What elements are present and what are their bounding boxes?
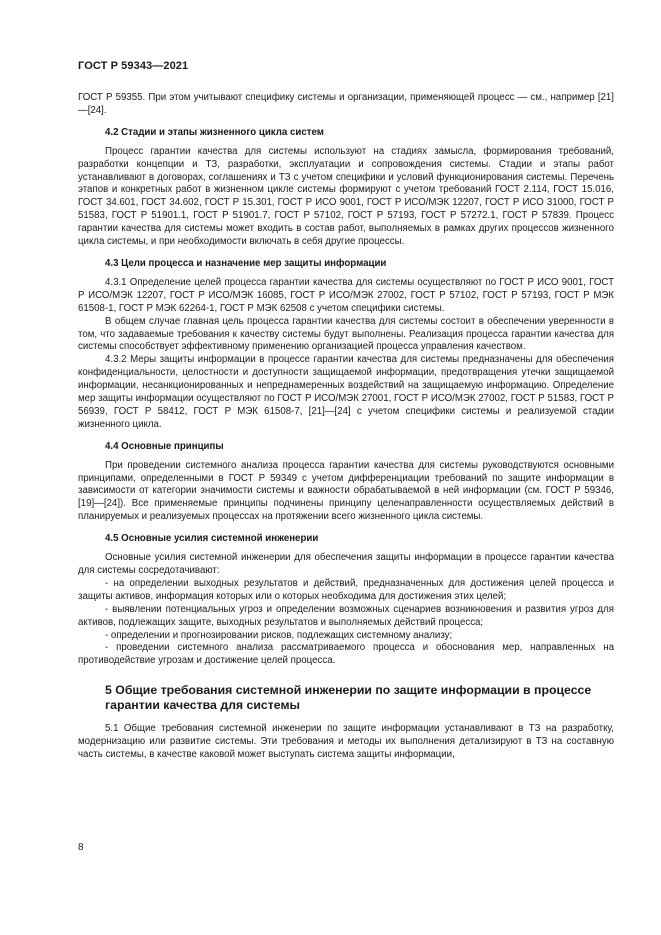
paragraph: 4.3.1 Определение целей процесса гарантии качества для системы осуществляют по ГОСТ Р ИСО 9001, ГОСТ Р ИСО/МЭК 12207, ГОСТ Р ИСО/МЭК 16085, ГОСТ Р ИСО/МЭК 27002, ГОСТ Р 57102, ГОСТ Р 57193, ГОСТ Р МЭК 61508-1, ГОСТ Р МЭК 62264-1, ГОСТ Р МЭК 62508 с учетом специфики системы. bbox=[78, 276, 614, 314]
paragraph: - на определении выходных результатов и действий, предназначенных для достижения целей процесса и защиты активов, информация которых или о которых необходима для достижения этих целей; bbox=[78, 577, 614, 602]
page-number: 8 bbox=[78, 842, 84, 853]
section-heading: 4.5 Основные усилия системной инженерии bbox=[105, 533, 319, 545]
paragraph: 5.1 Общие требования системной инженерии по защите информации устанавливают в ТЗ на разработку, модернизацию или развитие системы. Эти требования и методы их выполнения детализируют в ТЗ на составную часть системы, в качестве каковой может выступать система защиты информации, bbox=[78, 723, 614, 761]
running-header: ГОСТ Р 59343—2021 bbox=[78, 60, 189, 72]
section-heading: 4.2 Стадии и этапы жизненного цикла систем bbox=[105, 126, 324, 138]
paragraph: При проведении системного анализа процесса гарантии качества для системы руководствуются основными принципами, определенными в ГОСТ Р 59349 с учетом дифференциации требований по защите информации в зависимости от категории значимости системы и важности обрабатываемой в ней информации (см. ГОСТ Р 59346, [19]—[24]). Все применяемые принципы подчинены принципу целенаправленности осуществляемых действий в планируемых и реализуемых процессах на протяжении всего жизненного цикла системы. bbox=[78, 459, 614, 523]
paragraph: 4.3.2 Меры защиты информации в процессе гарантии качества для системы предназначены для обеспечения конфиденциальности, целостности и доступности защищаемой информации, предотвращения утечки защищаемой информации, несанкционированных и непреднамеренных воздействий на защищаемую информацию. Определение мер защиты информации осуществляют по ГОСТ Р ИСО/МЭК 27001, ГОСТ Р ИСО/МЭК 27002, ГОСТ Р 51583, ГОСТ Р 56939, ГОСТ Р 58412, ГОСТ Р МЭК 61508-7, [21]—[24] с учетом специфики системы и реализуемой стадии жизненного цикла. bbox=[78, 354, 614, 430]
paragraph: - проведении системного анализа рассматриваемого процесса и обоснования мер, направленных на противодействие угрозам и достижение целей процесса. bbox=[78, 642, 614, 667]
section-heading: 4.4 Основные принципы bbox=[105, 440, 224, 452]
paragraph: - выявлении потенциальных угроз и определении возможных сценариев возникновения и развития угроз для активов, подлежащих защите, выходных результатов и выполняемых действий процесса; bbox=[78, 603, 614, 628]
paragraph: ГОСТ Р 59355. При этом учитывают специфику системы и организации, применяющей процесс — см., например [21]—[24]. bbox=[78, 92, 614, 116]
paragraph: - определении и прогнозировании рисков, подлежащих системному анализу; bbox=[105, 629, 453, 641]
paragraph: Основные усилия системной инженерии для обеспечения защиты информации в процессе гарантии качества для системы сосредотачивают: bbox=[78, 552, 614, 576]
chapter-heading: 5 Общие требования системной инженерии по защите информации в процессе гарантии качества для системы bbox=[105, 683, 592, 713]
paragraph: В общем случае главная цель процесса гарантии качества для системы состоит в обеспечении уверенности в том, что задаваемые требования к качеству системы будут выполнены. Реализация процесса гарантии качества для системы способствует эффективному применению организацией процесса управления качеством. bbox=[78, 315, 614, 353]
paragraph: Процесс гарантии качества для системы используют на стадиях замысла, формирования требований, разработки концепции и ТЗ, разработки, эксплуатации и сопровождения системы. Стадии и этапы работ устанавливают в договорах, соглашениях и ТЗ с учетом специфики и условий функционирования системы. Перечень этапов и конкретных работ в жизненном цикле системы формируют с учетом требований ГОСТ 2.114, ГОСТ 15.016, ГОСТ 34.601, ГОСТ 34.602, ГОСТ Р 15.301, ГОСТ Р ИСО 9001, ГОСТ Р ИСО/МЭК 12207, ГОСТ Р ИСО 31000, ГОСТ Р 51583, ГОСТ Р 51901.1, ГОСТ Р 51901.7, ГОСТ Р 57102, ГОСТ Р 57193, ГОСТ Р 57272.1, ГОСТ Р 57839. Процесс гарантии качества для системы может входить в состав работ, выполняемых в рамках других процессов жизненного цикла системы, и при необходимости включать в себя другие процессы. bbox=[78, 145, 614, 248]
section-heading: 4.3 Цели процесса и назначение мер защиты информации bbox=[105, 257, 387, 269]
document-body bbox=[78, 92, 614, 762]
